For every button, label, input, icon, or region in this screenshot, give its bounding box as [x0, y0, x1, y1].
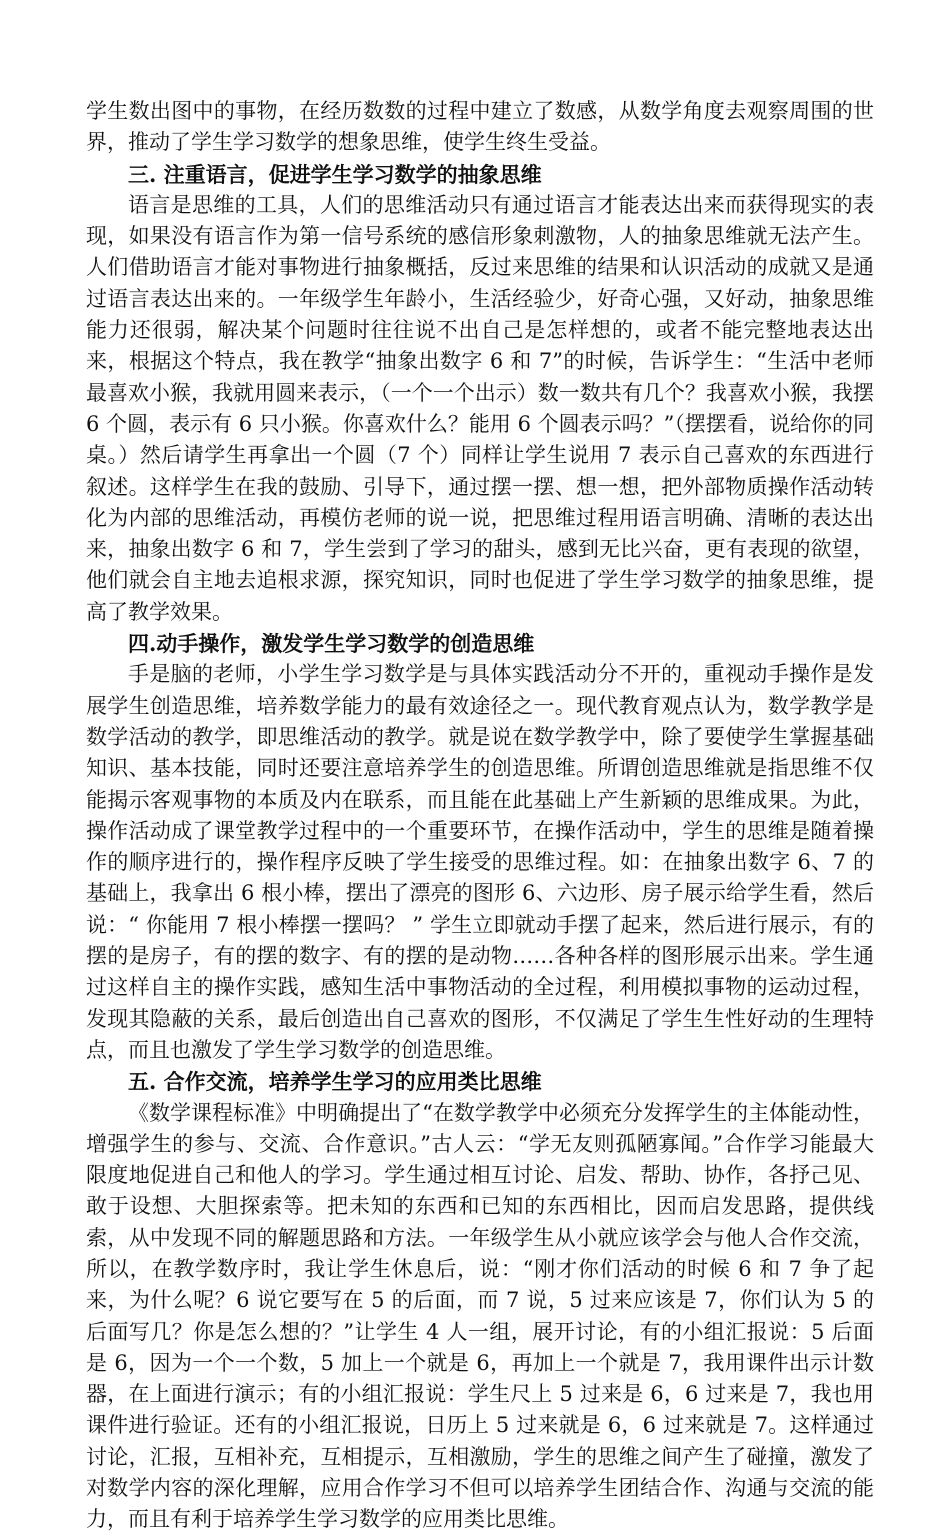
section-heading-4: 四.动手操作，激发学生学习数学的创造思维 — [128, 631, 535, 657]
section-body-4: 手是脑的老师，小学生学习数学是与具体实践活动分不开的，重视动手操作是发展学生创造思维，培养数学能力的最有效途径之一。现代教育观点认为，数学教学是数学活动的教学，即思维活动的教学。就是说在数学教学中，除了要使学生掌握基础知识、基本技能，同时还要注意培养学生的创造思维。所谓创造思维就是指思维不仅能揭示客观事物的本质及内在联系，而且能在此基础上产生新颖的思维成果。为此，操作活动成了课堂教学过程中的一个重要环节，在操作活动中，学生的思维是随着操作的顺序进行的，操作程序反映了学生接受的思维过程。如：在抽象出数字 6、7 的基础上，我拿出 6 根小棒，摆出了漂亮的图形 6、六边形、房子展示给学生看，然后说：“ 你能用 7 根小棒摆一摆吗？ ” 学生立即就动手摆了起来，然后进行展示，有的摆的是房子，有的摆的数字、有的摆的是动物……各种各样的图形展示出来。学生通过这样自主的操作实践，感知生活中事物活动的全过程，利用模拟事物的运动过程，发现其隐蔽的关系，最后创造出自己喜欢的图形，不仅满足了学生生性好动的生理特点，而且也激发了学生学习数学的创造思维。 — [86, 662, 874, 1062]
section-body-5: 《数学课程标准》中明确提出了“在数学教学中必须充分发挥学生的主体能动性，增强学生的参与、交流、合作意识。”古人云：“学无友则孤陋寡闻。”合作学习能最大限度地促进自己和他人的学习。学生通过相互讨论、启发、帮助、协作，各抒己见、敢于设想、大胆探索等。把未知的东西和已知的东西相比，因而启发思路，提供线索，从中发现不同的解题思路和方法。一年级学生从小就应该学会与他人合作交流，所以，在教学数序时，我让学生休息后，说：“刚才你们活动的时候 6 和 7 争了起来，为什么呢？6 说它要写在 5 的后面，而 7 说，5 过来应该是 7，你们认为 5 的后面写几？你是怎么想的？”让学生 4 人一组，展开讨论，有的小组汇报说：5 后面是 6，因为一个一个数，5 加上一个就是 6，再加上一个就是 7，我用课件出示计数器，在上面进行演示；有的小组汇报说：学生尺上 5 过来是 6，6 过来是 7，我也用课件进行验证。还有的小组汇报说，日历上 5 过来就是 6，6 过来就是 7。这样通过讨论，汇报，互相补充，互相提示，互相激励，学生的思维之间产生了碰撞，激发了对数学内容的深化理解，应用合作学习不但可以培养学生团结合作、沟通与交流的能力，而且有利于培养学生学习数学的应用类比思维。 — [86, 1100, 874, 1532]
intro-paragraph: 学生数出图中的事物，在经历数数的过程中建立了数感，从数学角度去观察周围的世界，推动了学生学习数学的想象思维，使学生终生受益。 — [86, 99, 874, 155]
document-page — [86, 96, 874, 1536]
section-heading-3: 三. 注重语言，促进学生学习数学的抽象思维 — [128, 161, 542, 187]
section-heading-5: 五. 合作交流，培养学生学习的应用类比思维 — [128, 1069, 542, 1095]
section-body-3: 语言是思维的工具，人们的思维活动只有通过语言才能表达出来而获得现实的表现，如果没有语言作为第一信号系统的感信形象刺激物，人的抽象思维就无法产生。人们借助语言才能对事物进行抽象概括，反过来思维的结果和认识活动的成就又是通过语言表达出来的。一年级学生年龄小，生活经验少，好奇心强，又好动，抽象思维能力还很弱，解决某个问题时往往说不出自己是怎样想的，或者不能完整地表达出来，根据这个特点，我在教学“抽象出数字 6 和 7”的时候，告诉学生：“生活中老师最喜欢小猴，我就用圆来表示，（一个一个出示）数一数共有几个？我喜欢小猴，我摆 6 个圆，表示有 6 只小猴。你喜欢什么？能用 6 个圆表示吗？”（摆摆看，说给你的同桌。）然后请学生再拿出一个圆（7 个）同样让学生说用 7 表示自己喜欢的东西进行叙述。这样学生在我的鼓励、引导下，通过摆一摆、想一想，把外部物质操作活动转化为内部的思维活动，再模仿老师的说一说，把思维过程用语言明确、清晰的表达出来，抽象出数字 6 和 7，学生尝到了学习的甜头，感到无比兴奋，更有表现的欲望，他们就会自主地去追根求源，探究知识，同时也促进了学生学习数学的抽象思维，提高了教学效果。 — [86, 192, 874, 624]
